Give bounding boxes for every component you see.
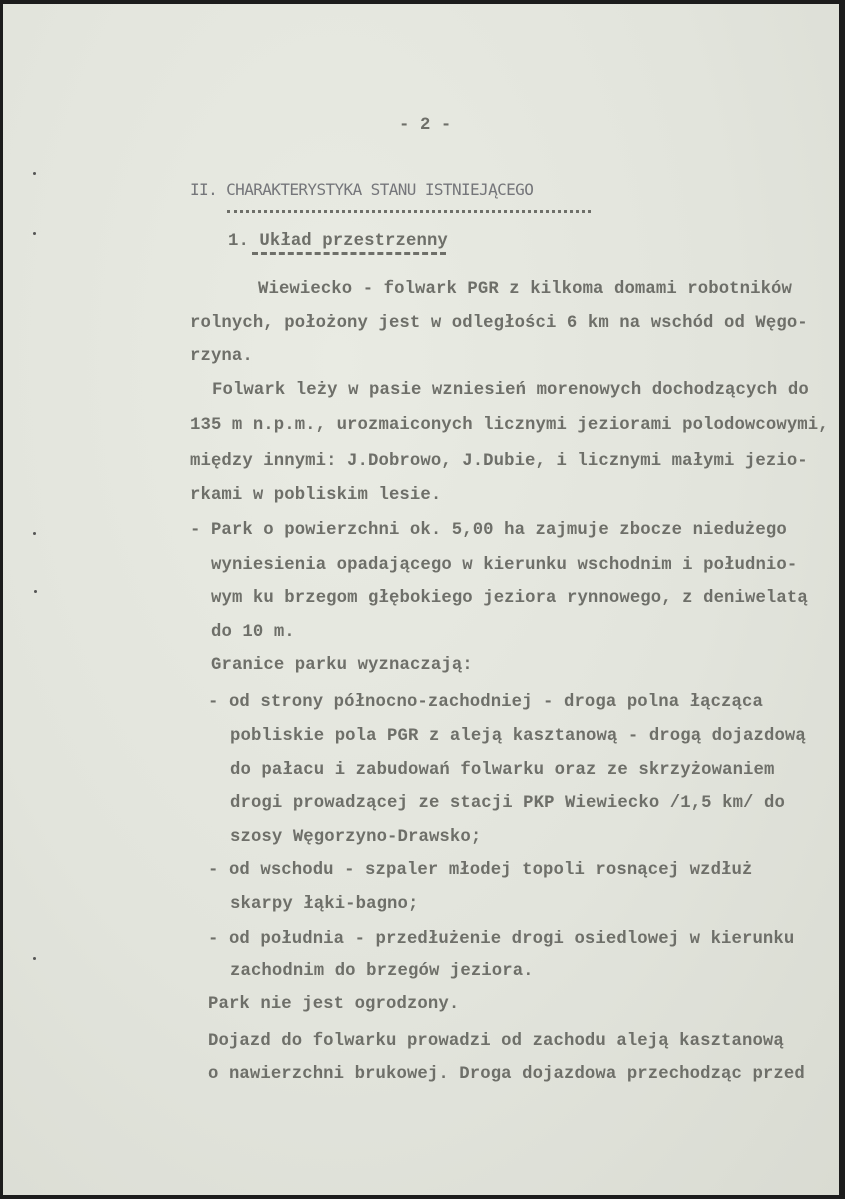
text-line: - od wschodu - szpaler młodej topoli rosnącej wzdłuż bbox=[208, 861, 753, 880]
text-line: Wiewiecko - folwark PGR z kilkoma domami robotników bbox=[258, 280, 792, 299]
text-line: rolnych, położony jest w odległości 6 km na wschód od Węgo- bbox=[190, 314, 808, 333]
text-line: zachodnim do brzegów jeziora. bbox=[230, 962, 534, 981]
text-line: do pałacu i zabudowań folwarku oraz ze skrzyżowaniem bbox=[230, 761, 775, 780]
heading-underline bbox=[227, 210, 591, 213]
margin-mark bbox=[33, 532, 36, 535]
text-line: Folwark leży w pasie wzniesień morenowych dochodzących do bbox=[212, 381, 809, 400]
text-line: skarpy łąki-bagno; bbox=[230, 895, 419, 914]
text-line: - Park o powierzchni ok. 5,00 ha zajmuje zbocze niedużego bbox=[190, 521, 787, 540]
text-line: do 10 m. bbox=[211, 623, 295, 642]
text-line: między innymi: J.Dobrowo, J.Dubie, i licznymi małymi jezio- bbox=[190, 452, 808, 471]
text-line: - od strony północno-zachodniej - droga polna łącząca bbox=[208, 693, 763, 712]
text-line: wym ku brzegom głębokiego jeziora rynnowego, z deniwelatą bbox=[211, 589, 808, 608]
text-line: szosy Węgorzyno-Drawsko; bbox=[230, 828, 482, 847]
text-line: rkami w pobliskim lesie. bbox=[190, 486, 442, 505]
text-line: drogi prowadzącej ze stacji PKP Wiewiecko /1,5 km/ do bbox=[230, 794, 785, 813]
text-line: o nawierzchni brukowej. Droga dojazdowa przechodząc przed bbox=[208, 1065, 805, 1084]
page-number: - 2 - bbox=[399, 116, 452, 135]
text-line: - od południa - przedłużenie drogi osiedlowej w kierunku bbox=[208, 930, 795, 949]
text-line: rzyna. bbox=[190, 347, 253, 366]
text-line: 135 m n.p.m., urozmaiconych licznymi jeziorami polodowcowymi, bbox=[190, 416, 829, 435]
margin-mark bbox=[33, 232, 36, 235]
subheading-underline bbox=[252, 252, 446, 255]
text-line: Dojazd do folwarku prowadzi od zachodu aleją kasztanową bbox=[208, 1032, 784, 1051]
margin-mark bbox=[33, 172, 36, 175]
margin-mark bbox=[34, 590, 37, 593]
margin-mark bbox=[33, 957, 36, 960]
subsection-heading: 1. Układ przestrzenny bbox=[228, 232, 448, 251]
text-line: Granice parku wyznaczają: bbox=[211, 656, 473, 675]
text-line: Park nie jest ogrodzony. bbox=[208, 995, 460, 1014]
document-page bbox=[3, 4, 839, 1195]
text-line: pobliskie pola PGR z aleją kasztanową - drogą dojazdową bbox=[230, 727, 806, 746]
text-line: wyniesienia opadającego w kierunku wschodnim i południo- bbox=[211, 556, 798, 575]
section-heading: II. CHARAKTERYSTYKA STANU ISTNIEJĄCEGO bbox=[190, 180, 534, 199]
